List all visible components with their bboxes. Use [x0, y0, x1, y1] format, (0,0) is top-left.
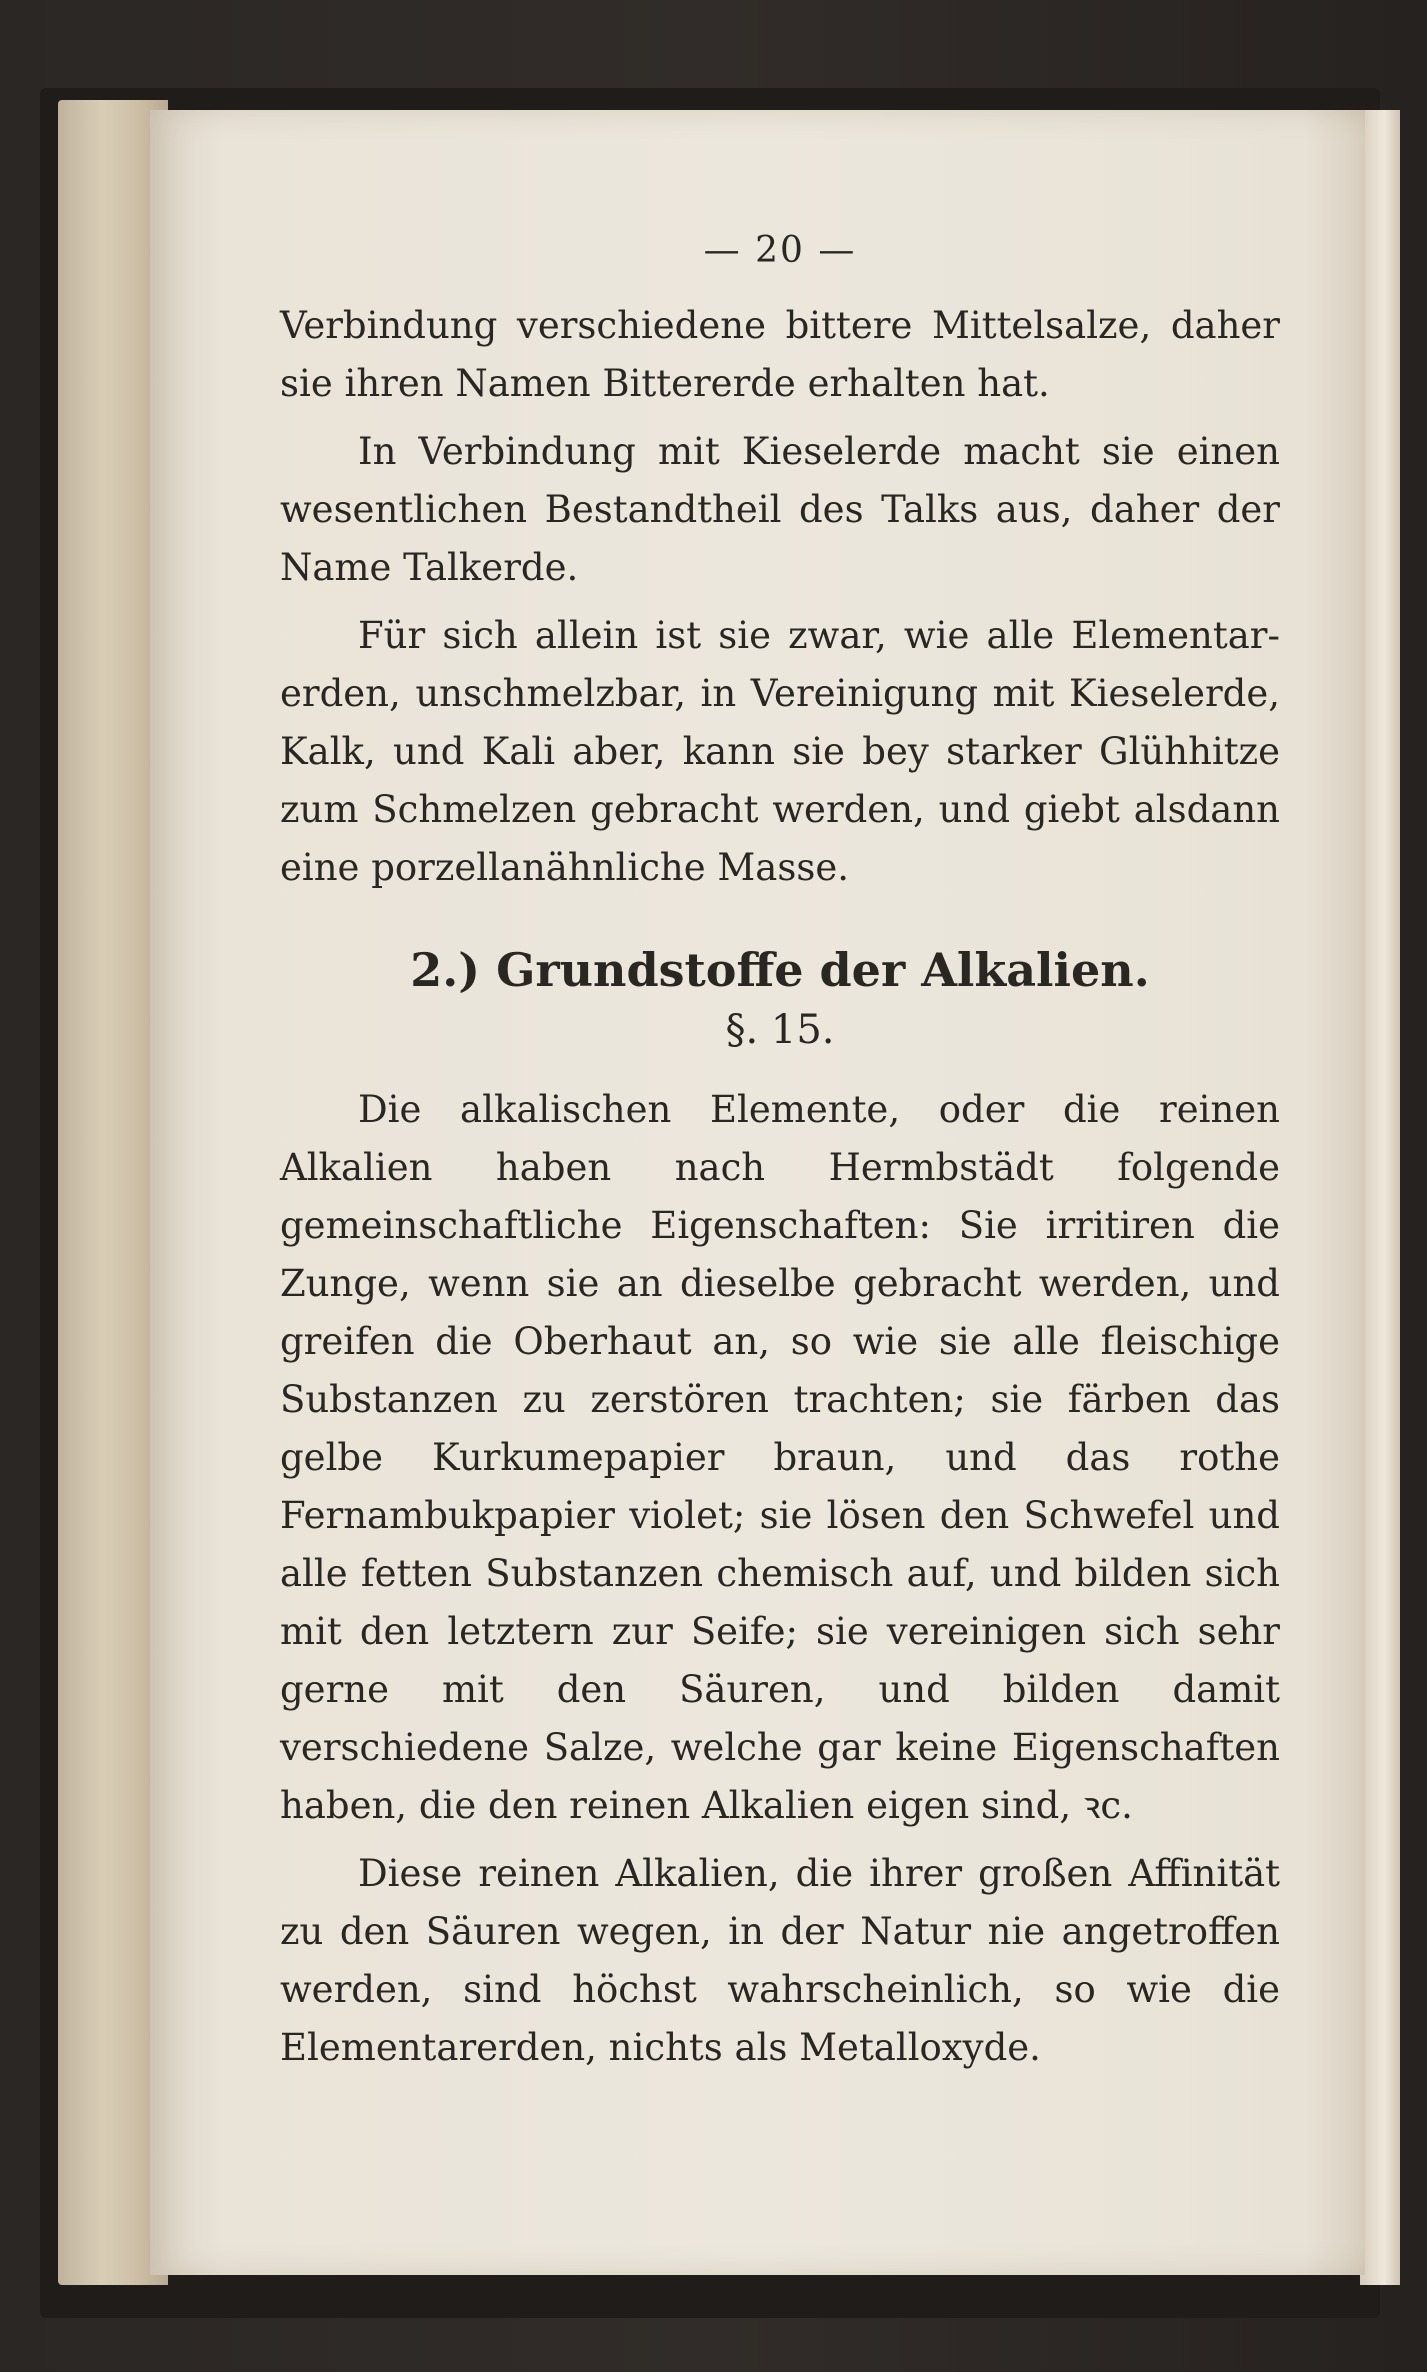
section-heading: 2.) Grundstoffe der Alkalien.	[410, 943, 1150, 997]
book-page	[150, 110, 1365, 2275]
paragraph: Die alkalischen Elemente, oder die reinen Alkalien haben nach Hermbstädt folgende gemeinschaftliche Eigenschaften: Sie irritiren die Zunge, wenn sie an dieselbe gebracht werden, und greifen die Oberhaut an, so wie sie alle fleischige Substanzen zu zerstören trachten; sie färben das gelbe Kurkumepapier braun, und das rothe Fernambukpapier violet; sie lösen den Schwefel und alle fetten Substanzen chemisch auf, und bilden sich mit den letztern zur Seife; sie vereinigen sich sehr gerne mit den Säuren, und bilden damit verschiedene Salze, welche gar keine Eigenschaften haben, die den reinen Alkalien eigen sind, ꝛc.	[280, 1088, 1280, 1827]
paragraph: Diese reinen Alkalien, die ihrer großen Affinität zu den Säuren wegen, in der Natur nie angetroffen werden, sind höchst wahrscheinlich, so wie die Elementarerden, nichts als Metalloxyde.	[280, 1852, 1280, 2069]
section-number: §. 15.	[725, 1007, 835, 1053]
paragraph: In Verbindung mit Kieselerde macht sie einen wesentlichen Bestandtheil des Talks aus, daher der Name Talkerde.	[280, 430, 1280, 589]
page-number: — 20 —	[703, 230, 857, 271]
page-content	[280, 230, 1280, 2077]
page-stack-right	[1360, 110, 1400, 2285]
paragraph: Für sich allein ist sie zwar, wie alle Elementar-erden, unschmelzbar, in Vereinigung mit Kieselerde, Kalk, und Kali aber, kann sie bey starker Glühhitze zum Schmelzen gebracht werden, und giebt alsdann eine porzellanähnliche Masse.	[280, 614, 1280, 889]
paragraph: Verbindung verschiedene bittere Mittelsalze, daher sie ihren Namen Bittererde erhalten hat.	[280, 304, 1280, 405]
